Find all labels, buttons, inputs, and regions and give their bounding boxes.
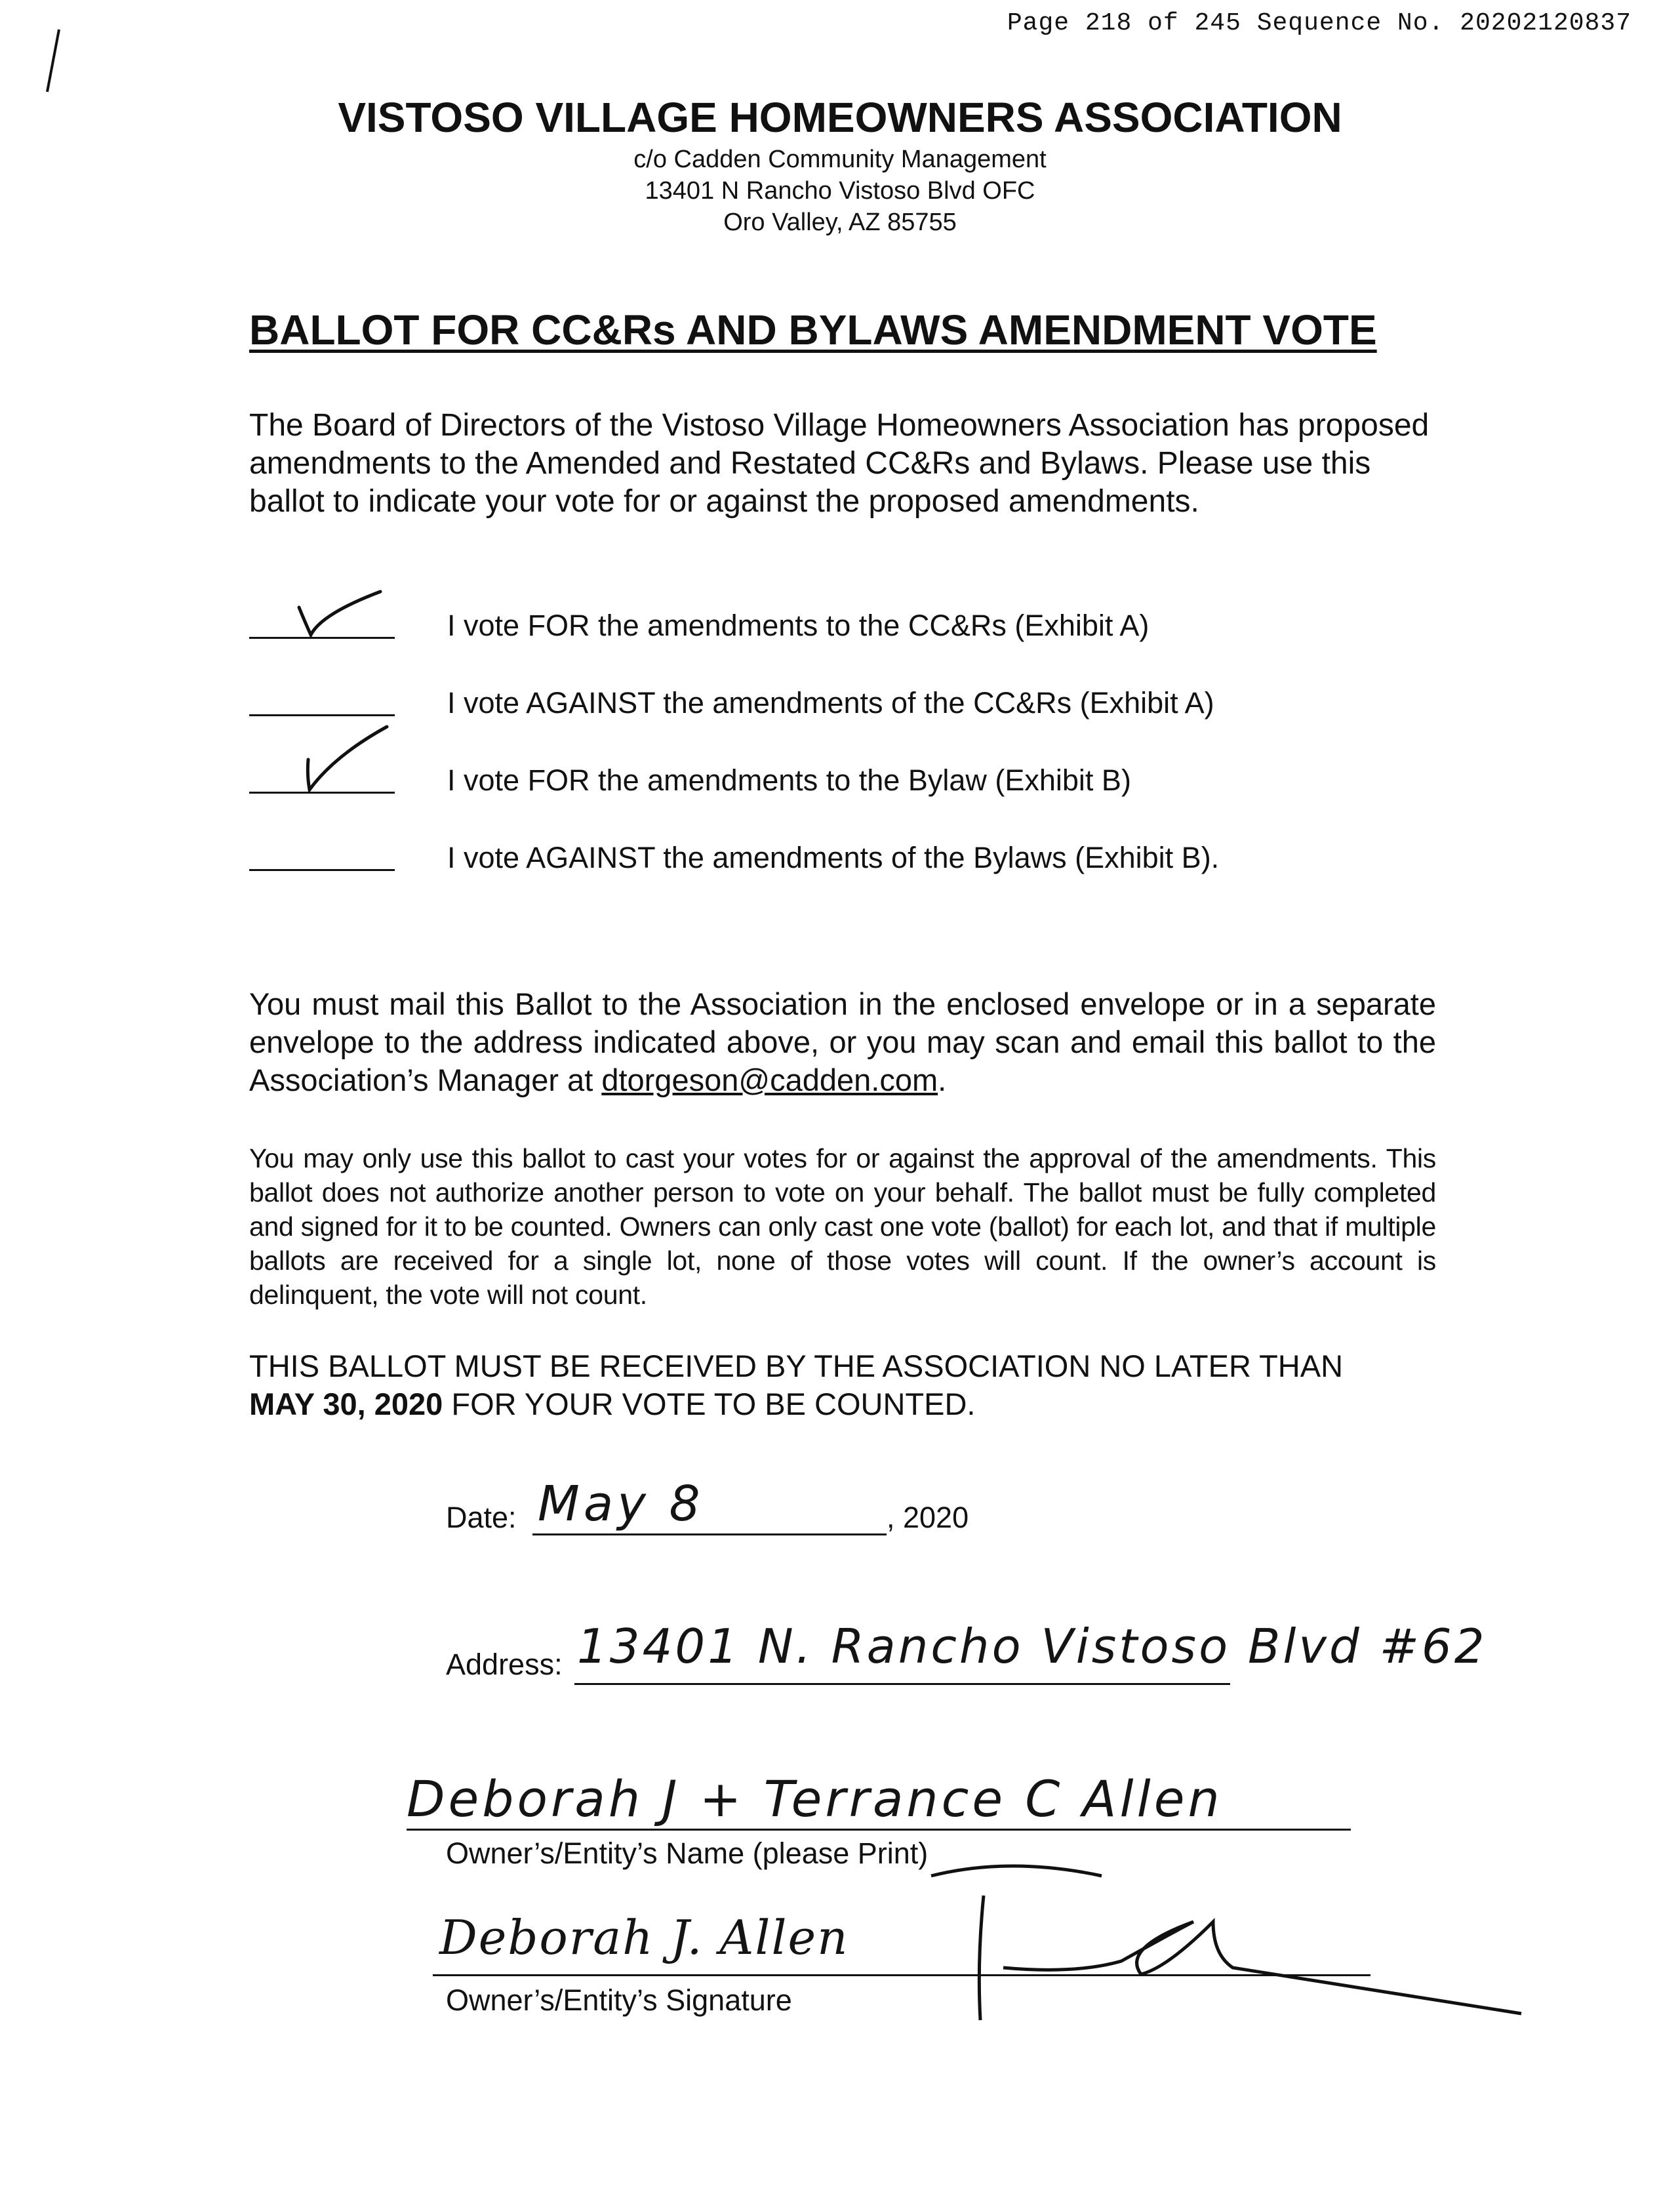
address-handwritten: 13401 N. Rancho Vistoso Blvd #62 (577, 1619, 1487, 1674)
vote-row-against-ccrs[interactable] (249, 676, 1626, 721)
city-line: Oro Valley, AZ 85755 (723, 209, 957, 236)
page-sequence-header: Page 218 of 245 Sequence No. 20202120837 (1007, 9, 1631, 37)
date-year: , 2020 (887, 1501, 969, 1534)
vote-row-for-ccrs[interactable] (249, 598, 1626, 644)
pen-mark (39, 26, 66, 98)
checkmark-icon (295, 588, 387, 640)
vote-label: I vote AGAINST the amendments of the CC&Rs (Exhibit A) (447, 686, 1214, 720)
manager-email-link[interactable]: dtorgeson@cadden.com (601, 1063, 938, 1097)
vote-row-for-bylaws[interactable] (249, 753, 1626, 799)
association-name: VISTOSO VILLAGE HOMEOWNERS ASSOCIATION (338, 94, 1342, 141)
second-signature-scrawl (905, 1850, 1534, 2033)
deadline-date: MAY 30, 2020 (249, 1387, 443, 1421)
mail-instructions (249, 985, 1436, 1099)
date-field[interactable] (532, 1533, 887, 1535)
care-of-line: c/o Cadden Community Management (633, 146, 1047, 173)
address-label: Address: (446, 1648, 563, 1681)
checkmark-icon (295, 723, 393, 795)
vote-label: I vote FOR the amendments to the Bylaw (Exhibit B) (447, 763, 1131, 797)
date-label: Date: (446, 1501, 517, 1534)
street-line: 13401 N Rancho Vistoso Blvd OFC (645, 177, 1035, 205)
deadline-line1: THIS BALLOT MUST BE RECEIVED BY THE ASSOCIATION NO LATER THAN (249, 1349, 1344, 1383)
vote-label: I vote FOR the amendments to the CC&Rs (Exhibit A) (447, 609, 1150, 642)
deadline-line2: FOR YOUR VOTE TO BE COUNTED. (443, 1387, 976, 1421)
signature-caption: Owner’s/Entity’s Signature (446, 1983, 792, 2017)
address-field[interactable] (574, 1683, 1230, 1685)
ballot-rules: You may only use this ballot to cast your votes for or against the approval of the amendments. This ballot does not authorize another person to vote on your behalf. The ballot must be fully completed and signed for it to be counted. Owners can only cast one vote (ballot) for each lot, and that if multiple ballots are received for a single lot, none of those votes will count. If the owner’s account is delinquent, the vote will not count. (249, 1143, 1436, 1310)
intro-paragraph: The Board of Directors of the Vistoso Village Homeowners Association has proposed amendments to the Amended and Restated CC&Rs and Bylaws. Please use this ballot to indicate your vote for or against the proposed amendments. (249, 408, 1430, 519)
ballot-title: BALLOT FOR CC&Rs AND BYLAWS AMENDMENT VOTE (249, 306, 1377, 354)
vote-blank[interactable] (249, 869, 395, 871)
owner-name-field[interactable] (407, 1829, 1351, 1831)
date-handwritten: May 8 (538, 1476, 704, 1532)
vote-label: I vote AGAINST the amendments of the Bylaws (Exhibit B). (447, 841, 1220, 874)
mail-instructions-end: . (938, 1063, 947, 1097)
signature-handwritten: Deborah J. Allen (439, 1910, 849, 1965)
vote-blank[interactable] (249, 714, 395, 716)
deadline-notice (249, 1347, 1495, 1423)
mail-instructions-text: You must mail this Ballot to the Association in the enclosed envelope or in a separate envelope to the address indicated above, or you may scan and email this ballot to the Association’s Manager at (249, 986, 1436, 1097)
owner-name-handwritten: Deborah J + Terrance C Allen (407, 1770, 1223, 1828)
owner-name-caption: Owner’s/Entity’s Name (please Print) (446, 1837, 929, 1870)
vote-row-against-bylaws[interactable] (249, 830, 1626, 876)
